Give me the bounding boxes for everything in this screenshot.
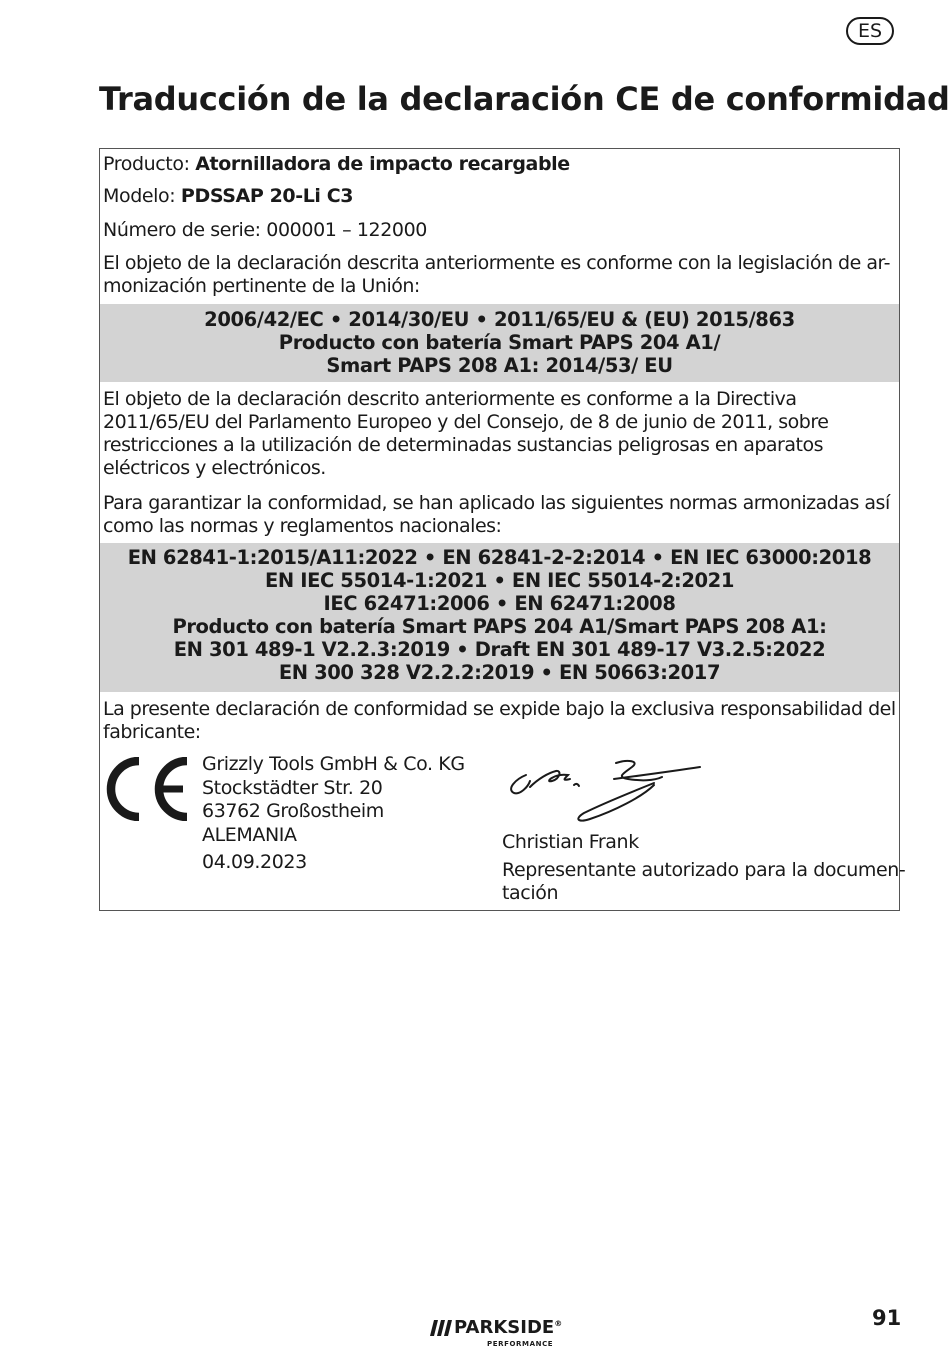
- declaration-box: [99, 148, 906, 911]
- standards-line: Producto con batería Smart PAPS 204 A1/Smart PAPS 208 A1:: [172, 615, 827, 638]
- registered-mark: ®: [554, 1319, 563, 1328]
- logo-subtitle: PERFORMANCE: [487, 1340, 554, 1348]
- manufacturer-address: [202, 753, 465, 875]
- standards-line: EN IEC 55014-1:2021 • EN IEC 55014-2:2021: [265, 569, 734, 592]
- standards-statement: [103, 492, 895, 538]
- responsibility-statement-line: fabricante:: [103, 721, 201, 743]
- union-statement-line: monización pertinente de la Unión:: [103, 275, 420, 297]
- product-label: Producto:: [103, 153, 190, 175]
- parkside-logo: [430, 1316, 582, 1350]
- standards-line: EN 62841-1:2015/A11:2022 • EN 62841-2-2:2014 • EN IEC 63000:2018: [127, 546, 872, 569]
- union-statement-line: El objeto de la declaración descrita anteriormente es conforme con la legislación de ar-: [103, 252, 890, 274]
- standards-line: EN 300 328 V2.2.2:2019 • EN 50663:2017: [278, 661, 721, 684]
- rohs-statement: [103, 388, 895, 480]
- directives-line: Smart PAPS 208 A1: 2014/53/ EU: [326, 354, 673, 377]
- directives-band: [100, 304, 899, 382]
- responsibility-statement-line: La presente declaración de conformidad se expide bajo la exclusiva responsabilidad del: [103, 698, 896, 720]
- signatory-role-continued: tación: [502, 882, 559, 904]
- standards-line: IEC 62471:2006 • EN 62471:2008: [323, 592, 676, 615]
- logo-wordmark: PARKSIDE®: [454, 1317, 563, 1338]
- page-title: Traducción de la declaración CE de conformidad: [99, 80, 950, 118]
- manufacturer-city: 63762 Großostheim: [202, 800, 384, 822]
- rohs-statement-line: El objeto de la declaración descrito anteriormente es conforme a la Directiva: [103, 388, 797, 410]
- language-badge: ES: [846, 17, 894, 45]
- page-number: 91: [872, 1306, 902, 1330]
- manufacturer-street: Stockstädter Str. 20: [202, 776, 383, 799]
- union-statement: [103, 252, 895, 298]
- responsibility-statement: [103, 698, 895, 744]
- model-value: PDSSAP 20-Li C3: [180, 185, 354, 207]
- standards-line: EN 301 489-1 V2.2.3:2019 • Draft EN 301 489-17 V3.2.5:2022: [173, 638, 826, 661]
- directives-line: 2006/42/EC • 2014/30/EU • 2011/65/EU & (EU) 2015/863: [204, 308, 795, 331]
- signatory: [502, 831, 905, 905]
- rohs-statement-line: 2011/65/EU del Parlamento Europeo y del Consejo, de 8 de junio de 2011, sobre: [103, 411, 829, 433]
- rohs-statement-line: restricciones a la utilización de determinadas sustancias peligrosas en aparatos: [103, 434, 823, 456]
- standards-band: [100, 543, 899, 692]
- signatory-name: Christian Frank: [502, 831, 639, 853]
- rohs-statement-line: eléctricos y electrónicos.: [103, 457, 326, 479]
- directives-line: Producto con batería Smart PAPS 204 A1/: [278, 331, 721, 354]
- declaration-date: 04.09.2023: [202, 851, 307, 873]
- standards-statement-line: como las normas y reglamentos nacionales:: [103, 515, 502, 537]
- signatory-role: Representante autorizado para la documen-: [502, 859, 906, 881]
- ce-mark-icon: [101, 757, 191, 825]
- standards-statement-line: Para garantizar la conformidad, se han aplicado las siguientes normas armonizadas así: [103, 492, 890, 514]
- manufacturer-country: ALEMANIA: [202, 823, 297, 846]
- signature-image: [504, 757, 704, 831]
- model-line: [103, 185, 353, 208]
- product-value: Atornilladora de impacto recargable: [195, 153, 570, 175]
- model-label: Modelo:: [103, 185, 176, 207]
- manufacturer-name: Grizzly Tools GmbH & Co. KG: [202, 753, 465, 775]
- product-line: [103, 153, 570, 176]
- serial-line: Número de serie: 000001 – 122000: [103, 219, 427, 241]
- logo-stripes-icon: [430, 1320, 454, 1340]
